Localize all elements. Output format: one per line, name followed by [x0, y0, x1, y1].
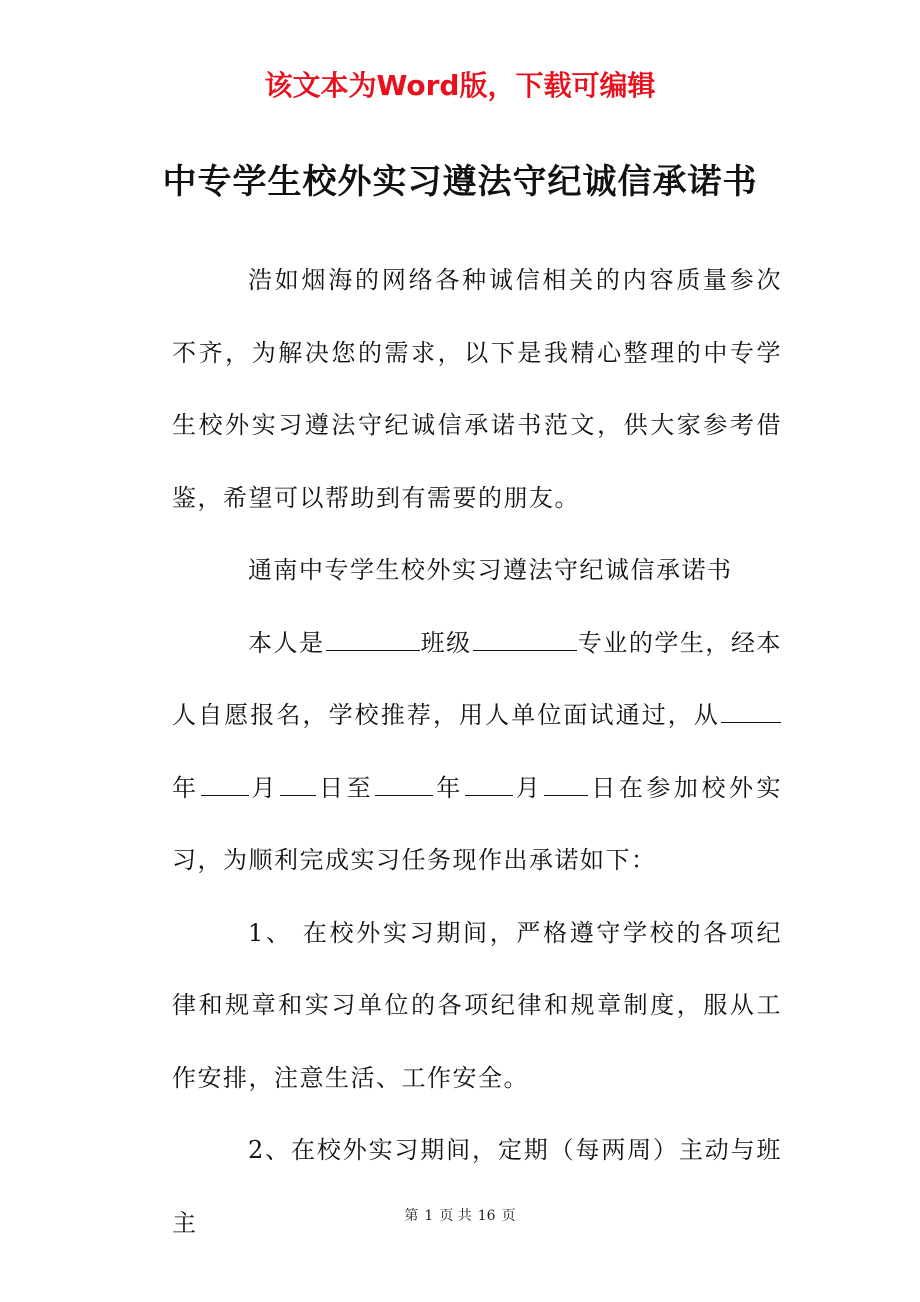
document-body — [172, 244, 782, 1259]
pledge-text: 月 — [249, 773, 280, 802]
blank-end-month — [465, 773, 513, 796]
blank-start-year — [721, 700, 781, 723]
page-number: 1 — [424, 1208, 434, 1224]
download-banner: 该文本为Word版，下载可编辑 — [264, 69, 656, 102]
item-2-paragraph: 2、在校外实习期间，定期（每两周）主动与班主 — [172, 1136, 782, 1237]
subtitle-paragraph: 通南中专学生校外实习遵法守纪诚信承诺书 — [248, 556, 733, 584]
blank-start-month — [201, 773, 249, 796]
blank-major — [473, 628, 577, 651]
blank-end-year — [375, 773, 433, 796]
pledge-text: 月 — [513, 773, 544, 802]
item-1-paragraph: 1、 在校外实习期间，严格遵守学校的各项纪律和规章和实习单位的各项纪律和规章制度，服从工作安排，注意生活、工作安全。 — [172, 918, 782, 1092]
document-title: 中专学生校外实习遵法守纪诚信承诺书 — [162, 162, 758, 202]
pledge-text: 班级 — [420, 628, 472, 657]
footer-mid: 页 共 — [439, 1208, 472, 1224]
pledge-text: 日在参加校外实习，为顺利完成实习任务现作出承诺如下： — [172, 773, 783, 874]
blank-name — [326, 628, 420, 651]
pledge-text: 本人是 — [248, 628, 325, 657]
total-pages: 16 — [477, 1208, 496, 1224]
pledge-text: 专业的学生，经本人自愿报名，学校推荐，用人单位面试通过，从 — [172, 628, 783, 729]
footer-suffix: 页 — [501, 1208, 516, 1224]
page-footer — [0, 1206, 920, 1226]
pledge-text: 年 — [434, 773, 464, 802]
intro-paragraph: 浩如烟海的网络各种诚信相关的内容质量参次不齐，为解决您的需求，以下是我精心整理的中专学生校外实习遵法守纪诚信承诺书范文，供大家参考借鉴，希望可以帮助到有需要的朋友。 — [172, 266, 782, 512]
pledge-paragraph — [172, 607, 782, 897]
pledge-text: 日至 — [317, 773, 375, 802]
pledge-text: 年 — [172, 773, 200, 802]
blank-end-day — [544, 773, 588, 796]
footer-prefix: 第 — [404, 1208, 419, 1224]
blank-start-day — [280, 773, 316, 796]
